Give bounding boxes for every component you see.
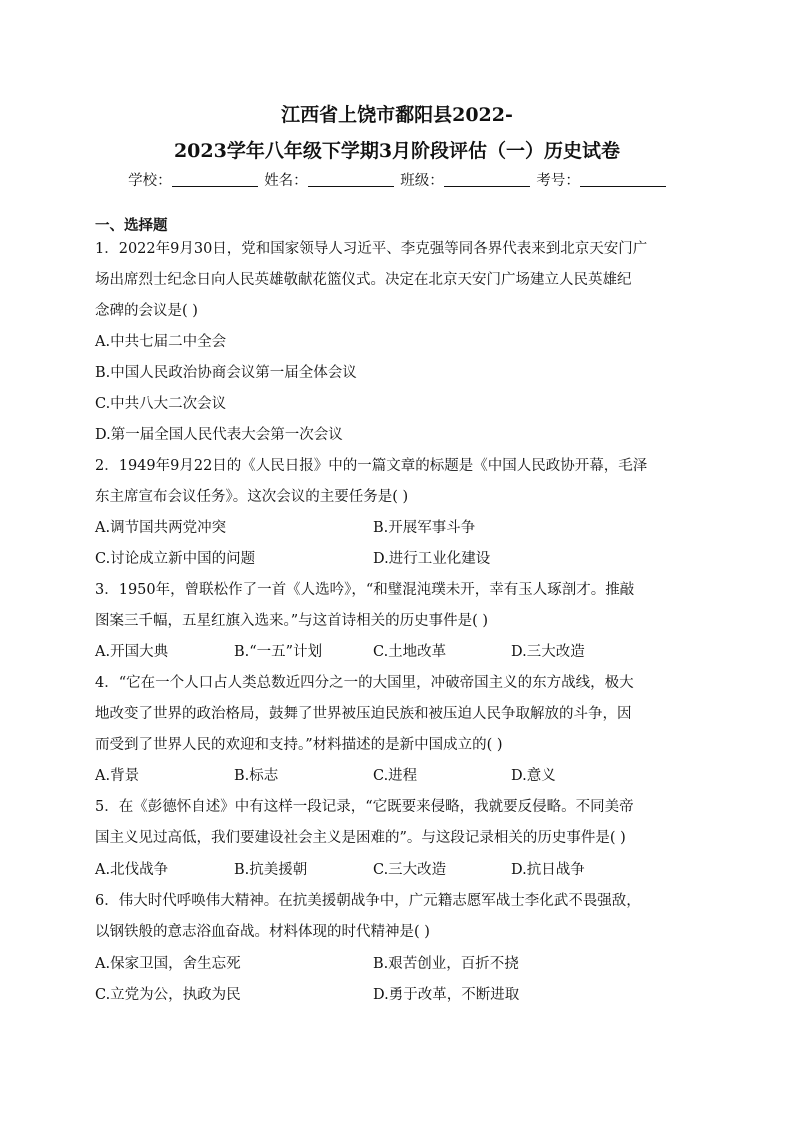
question-4 xyxy=(95,668,700,761)
option-b: B.“一五”计划 xyxy=(234,644,323,660)
question-text-line: 以钢铁般的意志浴血奋战。材料体现的时代精神是( ) xyxy=(95,924,430,940)
option-c: C.中共八大二次会议 xyxy=(95,396,227,412)
question-3 xyxy=(95,575,700,637)
question-5 xyxy=(95,792,700,854)
school-label: 学校： xyxy=(128,173,172,189)
exam-title-line1: 江西省上饶市鄱阳县2022- xyxy=(281,104,513,126)
question-text-line: 场出席烈士纪念日向人民英雄敬献花篮仪式。决定在北京天安门广场建立人民英雄纪 xyxy=(95,272,632,288)
option-c: C.三大改造 xyxy=(373,862,447,878)
question-text-line: 2．1949年9月22日的《人民日报》中的一篇文章的标题是《中国人民政协开幕，毛泽 xyxy=(95,458,648,474)
option-c: C.土地改革 xyxy=(373,644,447,660)
option-d: D.勇于改革，不断进取 xyxy=(373,987,520,1003)
option-a: A.北伐战争 xyxy=(95,862,169,878)
question-text-line: 国主义见过高低，我们要建设社会主义是困难的”。与这段记录相关的历史事件是( ) xyxy=(95,830,626,846)
option-d: D.抗日战争 xyxy=(511,862,585,878)
question-6 xyxy=(95,886,700,948)
number-blank xyxy=(580,172,666,187)
option-d: D.三大改造 xyxy=(511,644,585,660)
name-label: 姓名： xyxy=(264,173,308,189)
question-text-line: 而受到了世界人民的欢迎和支持。”材料描述的是新中国成立的( ) xyxy=(95,737,503,753)
question-text-line: 4．“它在一个人口占人类总数近四分之一的大国里，冲破帝国主义的东方战线，极大 xyxy=(95,675,634,691)
option-b: B.中国人民政治协商会议第一届全体会议 xyxy=(95,365,357,381)
question-1 xyxy=(95,234,700,327)
question-text-line: 3．1950年，曾联松作了一首《人选吟》，“和璧混沌璞未开，幸有玉人琢剖才。推敲 xyxy=(95,582,635,598)
student-info-row xyxy=(0,171,794,191)
option-b: B.艰苦创业，百折不挠 xyxy=(373,956,519,972)
option-d: D.第一届全国人民代表大会第一次会议 xyxy=(95,427,343,443)
question-text-line: 5．在《彭德怀自述》中有这样一段记录，“它既要来侵略，我就要反侵略。不同美帝 xyxy=(95,799,634,815)
section-heading: 一、选择题 xyxy=(95,217,168,234)
option-c: C.立党为公，执政为民 xyxy=(95,987,241,1003)
option-d: D.意义 xyxy=(511,768,556,784)
option-a: A.背景 xyxy=(95,768,140,784)
option-a: A.中共七届二中全会 xyxy=(95,334,227,350)
question-text-line: 地改变了世界的政治格局，鼓舞了世界被压迫民族和被压迫人民争取解放的斗争，因 xyxy=(95,706,632,722)
school-blank xyxy=(172,172,258,187)
option-b: B.开展军事斗争 xyxy=(373,520,476,536)
option-c: C.讨论成立新中国的问题 xyxy=(95,551,256,567)
number-label: 考号： xyxy=(536,173,580,189)
option-a: A.保家卫国，舍生忘死 xyxy=(95,956,241,972)
question-2 xyxy=(95,451,700,513)
option-c: C.进程 xyxy=(373,768,418,784)
question-text-line: 图案三千幅，五星红旗入选来。”与这首诗相关的历史事件是( ) xyxy=(95,613,489,629)
option-b: B.标志 xyxy=(234,768,279,784)
option-a: A.开国大典 xyxy=(95,644,169,660)
class-blank xyxy=(444,172,530,187)
exam-title-line2: 2023学年八年级下学期3月阶段评估（一）历史试卷 xyxy=(173,140,621,162)
option-b: B.抗美援朝 xyxy=(234,862,308,878)
name-blank xyxy=(308,172,394,187)
question-text-line: 6．伟大时代呼唤伟大精神。在抗美援朝战争中，广元籍志愿军战士李化武不畏强敌， xyxy=(95,893,641,909)
question-text-line: 念碑的会议是( ) xyxy=(95,303,198,319)
option-d: D.进行工业化建设 xyxy=(373,551,491,567)
class-label: 班级： xyxy=(400,173,444,189)
question-text-line: 东主席宣布会议任务》。这次会议的主要任务是( ) xyxy=(95,489,409,505)
option-a: A.调节国共两党冲突 xyxy=(95,520,227,536)
question-text-line: 1．2022年9月30日，党和国家领导人习近平、李克强等同各界代表来到北京天安门广 xyxy=(95,241,648,257)
